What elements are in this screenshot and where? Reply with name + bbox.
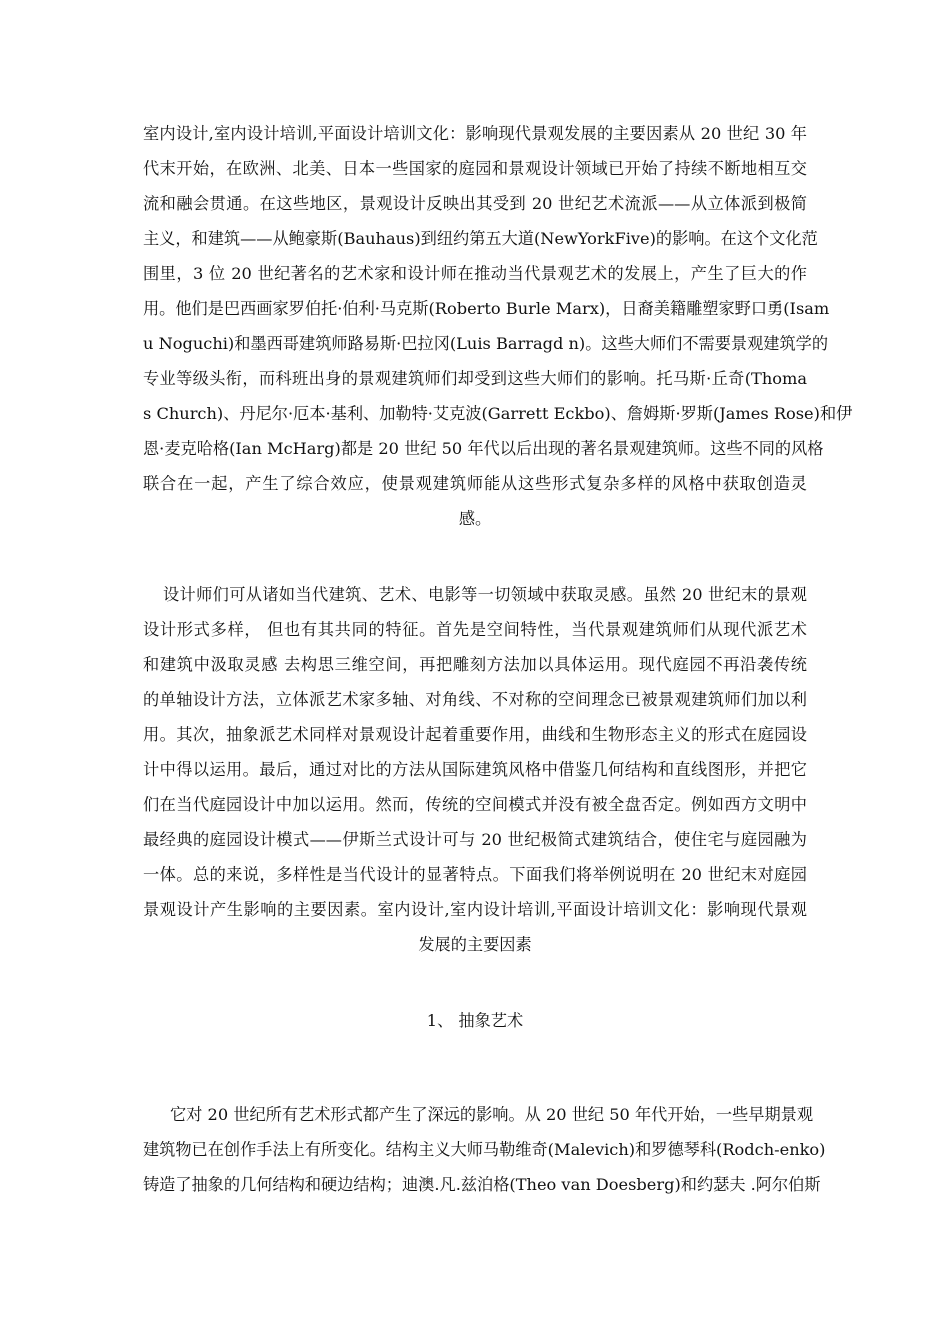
text-line: 感。 [458,509,492,528]
text-line: 们在当代庭园设计中加以运用。然而，传统的空间模式并没有被全盘否定。例如西方文明中 [143,795,807,814]
text-line: 一体。总的来说，多样性是当代设计的显著特点。下面我们将举例说明在 20 世纪末对庭园 [143,865,807,884]
text-line: 流和融会贯通。在这些地区，景观设计反映出其受到 20 世纪艺术流派——从立体派到极简 [143,194,807,213]
text-line: 景观设计产生影响的主要因素。室内设计,室内设计培训,平面设计培训文化：影响现代景观 [143,900,807,919]
text-line: 代末开始，在欧洲、北美、日本一些国家的庭园和景观设计领域已开始了持续不断地相互交 [143,159,807,178]
text-line: 发展的主要因素 [418,935,532,954]
text-line: 用。其次，抽象派艺术同样对景观设计起着重要作用，曲线和生物形态主义的形式在庭园设 [143,725,807,744]
text-line: u Noguchi)和墨西哥建筑师路易斯·巴拉冈(Luis Barragd n)。这些大师们不需要景观建筑学的 [143,334,829,353]
text-line: 恩·麦克哈格(Ian McHarg)都是 20 世纪 50 年代以后出现的著名景观建筑师。这些不同的风格 [143,439,824,458]
text-line: 主义，和建筑——从鲍豪斯(Bauhaus)到纽约第五大道(NewYorkFive)的影响。在这个文化范 [143,229,818,248]
text-line: 室内设计,室内设计培训,平面设计培训文化：影响现代景观发展的主要因素从 20 世纪 30 年 [143,124,807,143]
text-line: 设计形式多样， 但也有其共同的特征。首先是空间特性，当代景观建筑师们从现代派艺术 [143,620,807,639]
text-line: 的单轴设计方法，立体派艺术家多轴、对角线、不对称的空间理念已被景观建筑师们加以利 [143,690,807,709]
text-line: 铸造了抽象的几何结构和硬边结构；迪澳.凡.兹泊格(Theo van Doesberg)和约瑟夫 .阿尔伯斯 [143,1175,821,1194]
text-line: 建筑物已在创作手法上有所变化。结构主义大师马勒维奇(Malevich)和罗德琴科(Rodch-enko) [143,1140,826,1159]
text-line: 用。他们是巴西画家罗伯托·伯利·马克斯(Roberto Burle Marx)，日裔美籍雕塑家野口勇(Isam [143,299,830,318]
text-line: 和建筑中汲取灵感 去构思三维空间，再把雕刻方法加以具体运用。现代庭园不再沿袭传统 [143,655,807,674]
text-line: 设计师们可从诸如当代建筑、艺术、电影等一切领域中获取灵感。虽然 20 世纪末的景观 [163,585,807,604]
text-line: 专业等级头衔，而科班出身的景观建筑师们却受到这些大师们的影响。托马斯·丘奇(Thoma [143,369,807,388]
text-line: 它对 20 世纪所有艺术形式都产生了深远的影响。从 20 世纪 50 年代开始，一些早期景观 [170,1105,814,1124]
text-line: 围里，3 位 20 世纪著名的艺术家和设计师在推动当代景观艺术的发展上，产生了巨大的作 [143,264,807,283]
text-line: s Church)、丹尼尔·厄本·基利、加勒特·艾克波(Garrett Eckbo)、詹姆斯·罗斯(James Rose)和伊 [143,404,853,423]
text-line: 计中得以运用。最后，通过对比的方法从国际建筑风格中借鉴几何结构和直线图形，并把它 [143,760,807,779]
text-line: 联合在一起，产生了综合效应，使景观建筑师能从这些形式复杂多样的风格中获取创造灵 [143,474,807,493]
text-line: 最经典的庭园设计模式——伊斯兰式设计可与 20 世纪极简式建筑结合，使住宅与庭园融为 [143,830,807,849]
section-heading: 1、 抽象艺术 [426,1011,524,1030]
